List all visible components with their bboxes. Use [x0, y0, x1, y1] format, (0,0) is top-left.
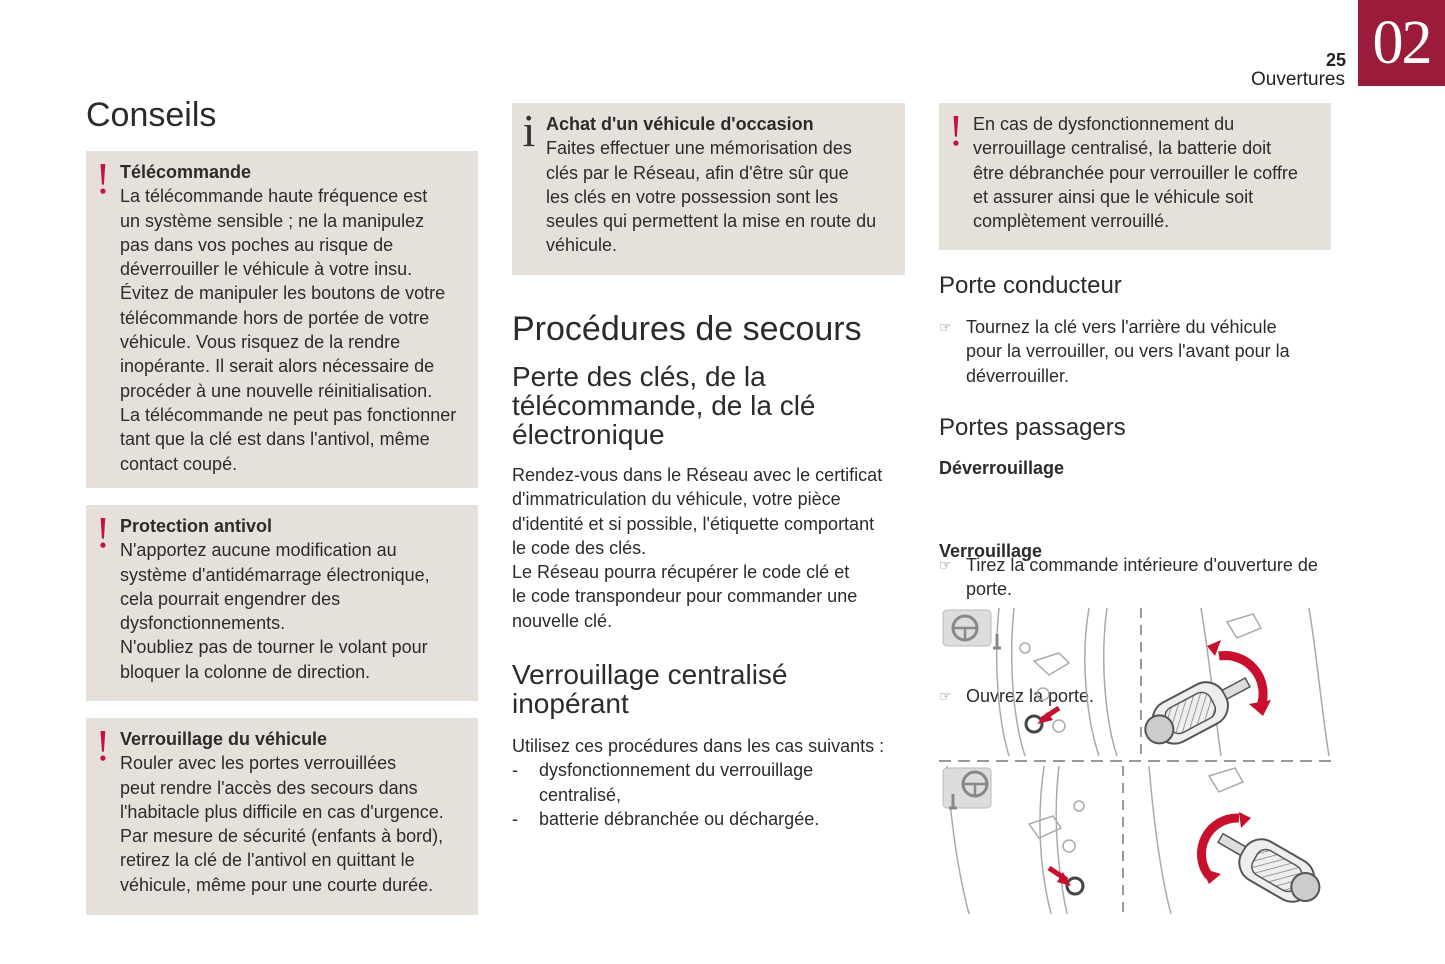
box-text: Faites effectuer une mémorisation des clés par le Réseau, afin d'être sûr que les clés en votre possession sont les seules qui permettent la mise en route du véhicule. — [546, 138, 877, 256]
key-slot-icon — [993, 634, 1001, 648]
central-lock-list — [512, 734, 912, 831]
chapter-tab: 02 — [1358, 0, 1445, 86]
list-item — [512, 758, 912, 807]
rotation-arrowtail — [1239, 812, 1251, 828]
warning-icon: ! — [948, 106, 964, 155]
central-lock-intro: Utilisez ces procédures dans les cas suivants : — [512, 736, 885, 756]
box-text: Rouler avec les portes verrouillées peut rendre l'accès des secours dans l'habitacle plus difficile en cas d'urgence. Par mesure de sécurité (enfants à bord), retirez la clé de l'antivol en quittant le véhicule, même pour une courte durée. — [120, 753, 444, 895]
pointing-hand-icon: ☞ — [939, 688, 952, 705]
door-lock-cylinder — [1026, 716, 1042, 732]
warning-icon: ! — [95, 508, 111, 557]
dash-mark: - — [512, 760, 518, 781]
section-title-emergency: Procédures de secours — [512, 310, 862, 348]
key-icon — [1210, 819, 1329, 913]
rotation-arrowhead — [1249, 700, 1271, 716]
warning-icon: ! — [95, 721, 111, 770]
instruction-text: Tournez la clé vers l'arrière du véhicule pour la verrouiller, ou vers l'avant pour la déverrouiller. — [966, 317, 1290, 386]
list-item-text: batterie débranchée ou déchargée. — [539, 808, 820, 829]
box-title: Achat d'un véhicule d'occasion — [546, 114, 814, 134]
lock-label: Verrouillage — [939, 541, 1043, 561]
subsection-title-passenger-doors: Portes passagers — [939, 414, 1126, 441]
info-icon: i — [522, 105, 536, 156]
pointing-hand-icon: ☞ — [939, 556, 952, 573]
lost-keys-text: Rendez-vous dans le Réseau avec le certificat d'immatriculation du véhicule, votre pièce d'identité et si possible, l'étiquette comportant le code des clés. Le Réseau pourra récupérer le code clé et le code transpondeur pour commander une nouvelle clé. — [512, 465, 883, 631]
warning-icon: ! — [95, 154, 111, 203]
page-number: 25 — [1325, 50, 1346, 70]
warning-box-battery — [939, 103, 1331, 250]
box-text: La télécommande haute fréquence est un système sensible ; ne la manipulez pas dans vos poches au risque de déverrouiller le véhicule à votre insu. Évitez de manipuler les boutons de votre télécommande hors de portée de votre véhicule. Vous risquez de la rendre inopérante. Il serait alors nécessaire de procéder à une nouvelle réinitialisation. La télécommande ne peut pas fonctionner tant que la clé est dans l'antivol, même contact coupé. — [120, 186, 457, 474]
warning-box-remote — [86, 151, 478, 488]
key-icon — [1137, 663, 1258, 755]
list-item — [512, 807, 912, 831]
dash-mark: - — [512, 808, 518, 829]
instruction-text: Tirez la commande intérieure d'ouverture de porte. — [966, 554, 1318, 600]
warning-box-antitheft — [86, 505, 478, 701]
section-title-conseils: Conseils — [86, 96, 217, 134]
info-box-used-vehicle — [512, 103, 905, 275]
unlock-label: Déverrouillage — [939, 458, 1065, 478]
box-title: Verrouillage du véhicule — [120, 729, 328, 749]
instruction-text: Ouvrez la porte. — [966, 686, 1095, 707]
box-title: Télécommande — [120, 162, 252, 182]
door-lock-illustration — [939, 606, 1333, 916]
box-text: N'apportez aucune modification au système d'antidémarrage électronique, cela pourrait engendrer des dysfonctionnements. N'oubliez pas de tourner le volant pour bloquer la colonne de direction. — [120, 540, 430, 682]
driver-door-instruction — [939, 315, 1361, 388]
list-item-text: dysfonctionnement du verrouillage centralisé, — [539, 760, 814, 805]
subsection-title-lost-keys: Perte des clés, de la télécommande, de la clé électronique — [512, 361, 816, 450]
subsection-title-central-lock: Verrouillage centralisé inopérant — [512, 659, 788, 719]
pointing-hand-icon: ☞ — [939, 319, 952, 335]
door-lock-cylinder — [1067, 878, 1083, 894]
subsection-title-driver-door: Porte conducteur — [939, 272, 1122, 299]
chapter-name: Ouvertures — [1251, 69, 1345, 90]
box-text: En cas de dysfonctionnement du verrouillage centralisé, la batterie doit être débranchée pour verrouiller le coffre et assurer ainsi que le véhicule soit complètement verrouillé. — [973, 114, 1298, 232]
warning-box-vehicle-locking — [86, 718, 478, 915]
box-title: Protection antivol — [120, 516, 273, 536]
door-panel-top-left — [997, 608, 1117, 756]
